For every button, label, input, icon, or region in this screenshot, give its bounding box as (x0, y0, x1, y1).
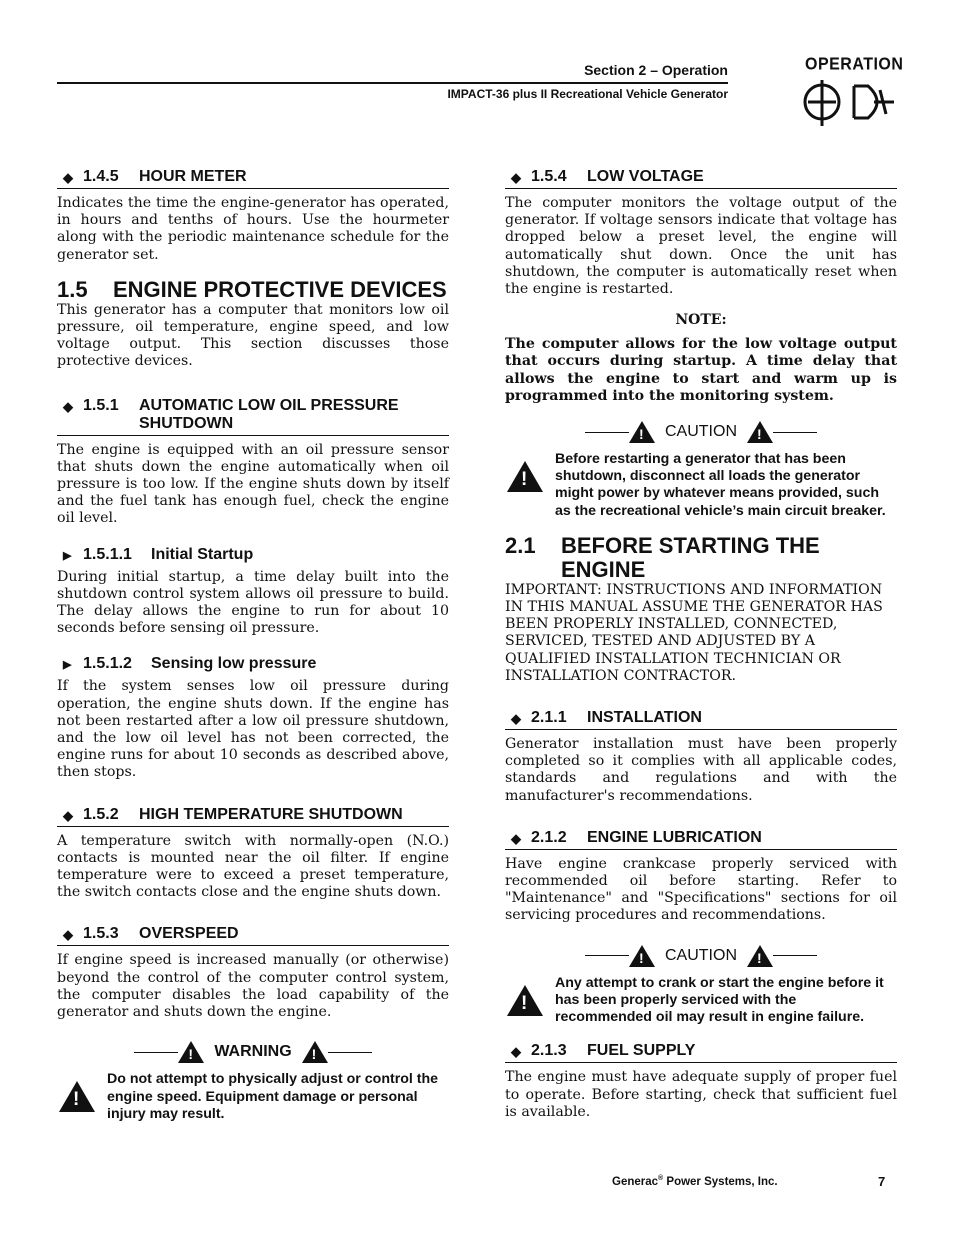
right-column (505, 168, 897, 1135)
warning-triangle-icon (302, 1041, 328, 1063)
paragraph-engine-protective-devices: This generator has a computer that monitors low oil pressure, oil temperature, engine speed, and low voltage output. This section discusses those protective devices. (57, 301, 449, 370)
heading-number: 1.5.3 (83, 925, 119, 943)
heading-overspeed (57, 925, 449, 946)
left-column (57, 168, 449, 1139)
heading-title: OVERSPEED (139, 925, 239, 943)
section-header: Section 2 – Operation (584, 62, 728, 78)
heading-number: 1.5 (57, 276, 88, 302)
caution-text: Any attempt to crank or start the engine before it has been properly serviced with the recommended oil may result in engine failure. (555, 974, 884, 1026)
page-number: 7 (878, 1174, 886, 1189)
heading-title: ENGINE LUBRICATION (587, 828, 762, 846)
registered-mark: ® (658, 1175, 664, 1182)
heading-title: LOW VOLTAGE (587, 168, 704, 185)
heading-title: Sensing low pressure (151, 655, 317, 673)
heading-number: 1.5.1 (83, 396, 119, 414)
heading-title: HOUR METER (139, 168, 247, 185)
banner-line (134, 1052, 178, 1053)
caution-label: CAUTION (665, 946, 737, 964)
paragraph-fuel-supply: The engine must have adequate supply of proper fuel to operate. Before starting, check that sufficient fuel is available. (505, 1069, 897, 1120)
diamond-icon: ◆ (63, 807, 73, 823)
paragraph-sensing-low-pressure: If the system senses low oil pressure during operation, the engine shuts down. If the engine has not been restarted after a low oil pressure shutdown, and the low oil level has not been corrected, the engine runs for about 10 seconds as described above, then stops. (57, 678, 449, 781)
header-rule (57, 82, 728, 84)
note-body: The computer allows for the low voltage output that occurs during startup. A time delay that allows the engine to start and warm up is programmed into the monitoring system. (505, 336, 897, 404)
banner-line (585, 432, 629, 433)
heading-title: FUEL SUPPLY (587, 1042, 696, 1060)
heading-number: 1.5.2 (83, 805, 119, 823)
caution-box (505, 451, 897, 520)
paragraph-low-voltage: The computer monitors the voltage output of the generator. If voltage sensors indicate that voltage has dropped below a preset level, the engine will automatically shut down. Once the unit has shutdown, the computer is automatically reset when the engine is restarted. (505, 195, 897, 298)
heading-title: INSTALLATION (587, 709, 702, 727)
warning-text: Do not attempt to physically adjust or control the engine speed. Equipment damage or personal injury may result. (107, 1071, 439, 1122)
paragraph-hour-meter: Indicates the time the engine-generator has operated, in hours and tenths of hours. Use the hourmeter along with the periodic maintenance schedule for the generator set. (57, 195, 449, 263)
diamond-icon: ◆ (511, 1044, 521, 1060)
heading-hour-meter (57, 168, 449, 189)
warning-triangle-icon (178, 1041, 204, 1063)
heading-high-temperature (57, 806, 449, 827)
caution-triangle-icon (629, 421, 655, 443)
heading-number: 2.1.2 (531, 828, 567, 846)
banner-line (328, 1052, 372, 1053)
caution-triangle-icon (507, 461, 543, 492)
diamond-icon: ◆ (511, 830, 521, 846)
note-title: NOTE: (675, 312, 727, 329)
caution-text: Before restarting a generator that has been shutdown, disconnect all loads the generator might power by whatever means provided, such as the recreational vehicle’s main circuit breaker. (555, 451, 886, 519)
diamond-icon: ◆ (511, 711, 521, 727)
heading-title: AUTOMATIC LOW OIL PRESSURE SHUTDOWN (139, 396, 399, 432)
caution-banner (505, 945, 897, 967)
diamond-icon: ◆ (63, 398, 73, 414)
paragraph-before-starting: IMPORTANT: INSTRUCTIONS AND INFORMATION IN THIS MANUAL ASSUME THE GENERATOR HAS BEEN PROPERLY INSTALLED, CONNECTED, SERVICED, TESTED AND ADJUSTED BY A QUALIFIED INSTALLATION TECHNICIAN OR INSTALLATION CONTRACTOR. (505, 581, 883, 684)
heading-low-oil-pressure (57, 397, 449, 436)
banner-line (773, 955, 817, 956)
banner-line (585, 955, 629, 956)
heading-title: HIGH TEMPERATURE SHUTDOWN (139, 805, 403, 823)
paragraph-high-temperature: A temperature switch with normally-open (N.O.) contacts is mounted near the oil filter. If engine temperature were to exceed a preset temperature, the switch contacts close and the engine shuts down. (57, 832, 449, 901)
warning-banner (57, 1041, 449, 1063)
caution-triangle-icon (507, 985, 543, 1016)
paragraph-low-oil-pressure: The engine is equipped with an oil pressure sensor that shuts down the engine automatically when oil pressure is too low. If the engine shuts down by itself and the fuel tank has enough fuel, check the engine oil level. (57, 441, 449, 527)
heading-engine-lubrication (505, 829, 897, 850)
paragraph-engine-lubrication: Have engine crankcase properly serviced with recommended oil before starting. Refer to "Maintenance" and "Specifications" sections for oil servicing procedures and recommendations. (505, 855, 897, 924)
warning-triangle-icon (59, 1081, 95, 1112)
heading-fuel-supply (505, 1042, 897, 1063)
heading-title: Initial Startup (151, 545, 254, 563)
heading-number: 2.1.1 (531, 709, 567, 727)
heading-number: 2.1 (505, 532, 536, 558)
caution-triangle-icon (747, 945, 773, 967)
heading-before-starting (505, 534, 897, 582)
heading-engine-protective-devices (57, 278, 449, 302)
heading-number: 1.5.1.1 (83, 545, 132, 563)
heading-number: 1.5.1.2 (83, 655, 132, 673)
footer-company (612, 1175, 778, 1188)
paragraph-installation: Generator installation must have been properly completed so it complies with all applicable codes, standards and regulations and with the manufacturer's recommendations. (505, 736, 897, 804)
caution-box (505, 975, 897, 1027)
warning-box (57, 1071, 449, 1123)
heading-title: BEFORE STARTING THE ENGINE (561, 532, 820, 582)
heading-sensing-low-pressure (57, 655, 449, 673)
diamond-icon: ◆ (63, 927, 73, 943)
footer-company-rest: Power Systems, Inc. (663, 1175, 778, 1188)
footer-brand: Generac (612, 1175, 659, 1188)
warning-label: WARNING (214, 1043, 292, 1061)
diamond-icon: ◆ (511, 170, 521, 185)
operation-switch-icon (800, 78, 896, 130)
triangle-right-icon: ▶ (63, 659, 72, 672)
heading-initial-startup (57, 546, 449, 564)
paragraph-overspeed: If engine speed is increased manually (or otherwise) beyond the control of the computer control system, the computer disables the load capability of the generator and shuts down the engine. (57, 952, 449, 1021)
caution-banner (505, 421, 897, 443)
diamond-icon: ◆ (63, 170, 73, 185)
heading-number: 1.5.4 (531, 168, 567, 185)
heading-title: ENGINE PROTECTIVE DEVICES (113, 276, 447, 302)
paragraph-initial-startup: During initial startup, a time delay built into the shutdown control system allows oil pressure to build. The delay allows the engine to run for about 10 seconds before sensing oil pressure. (57, 568, 449, 637)
banner-line (773, 432, 817, 433)
heading-low-voltage (505, 168, 897, 189)
product-header: IMPACT-36 plus II Recreational Vehicle Generator (447, 87, 728, 101)
caution-triangle-icon (747, 421, 773, 443)
heading-number: 1.4.5 (83, 168, 119, 185)
triangle-right-icon: ▶ (63, 549, 72, 562)
heading-installation (505, 709, 897, 730)
operation-badge-label: OPERATION (805, 55, 904, 74)
caution-triangle-icon (629, 945, 655, 967)
caution-label: CAUTION (665, 423, 737, 441)
heading-number: 2.1.3 (531, 1042, 567, 1060)
